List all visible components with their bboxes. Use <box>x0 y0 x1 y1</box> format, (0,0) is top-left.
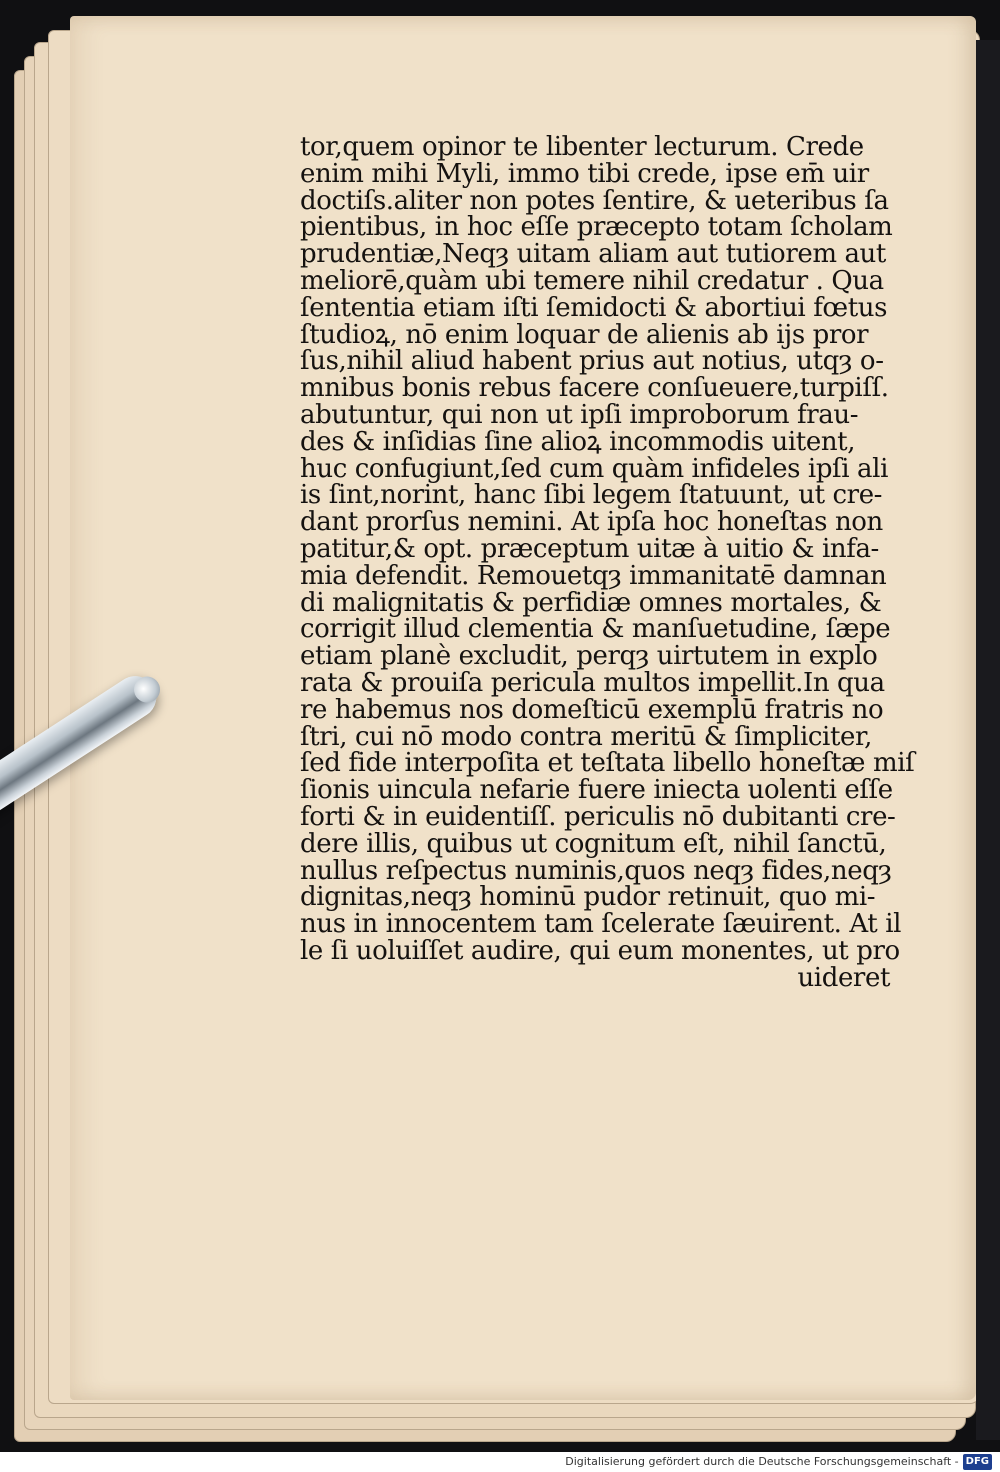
text-line: rata & prouiſa pericula multos impellit.In qua <box>300 667 885 698</box>
text-line: le ſi uoluiſſet audire, qui eum monentes, ut pro <box>300 935 900 966</box>
book-spine-shadow <box>976 40 1000 1440</box>
dfg-logo: DFG <box>963 1454 992 1470</box>
text-line: nullus reſpectus numinis,quos neqȝ fides,neqȝ <box>300 855 892 886</box>
text-line: di malignitatis & perfidiæ omnes mortales, & <box>300 587 882 618</box>
text-line: huc confugiunt,ſed cum quàm infideles ipſi ali <box>300 453 888 484</box>
page-text <box>300 132 915 1154</box>
text-line: forti & in euidentiſſ. periculis nō dubitanti cre- <box>300 801 896 832</box>
text-line: des & inſidias ſine alioꝝ incommodis uitent, <box>300 426 856 457</box>
text-line: ſed fide interpoſita et teſtata libello honeſtæ miſ <box>300 748 915 779</box>
text-line: nus in innocentem tam ſcelerate ſæuirent. At il <box>300 909 902 940</box>
text-line: mia defendit. Remouetqȝ immanitatē damnan <box>300 560 887 591</box>
scan-footer <box>0 1452 1000 1472</box>
text-line: re habemus nos domeſticū exemplū fratris no <box>300 694 884 725</box>
digitization-credit: Digitalisierung gefördert durch die Deutsche Forschungsgemeinschaft - <box>565 1455 959 1468</box>
text-line: pientibus, in hoc eſſe præcepto totam ſcholam <box>300 212 893 243</box>
catchword: uideret <box>797 962 890 993</box>
text-line: patitur,& opt. præceptum uitæ à uitio & infa- <box>300 533 879 564</box>
text-line: dere illis, quibus ut cognitum eſt, nihil ſanctū, <box>300 828 887 859</box>
text-line: ſus,nihil aliud habent prius aut notius, utqȝ o- <box>300 346 884 377</box>
text-line: meliorē,quàm ubi temere nihil credatur . Qua <box>300 265 884 296</box>
text-line: corrigit illud clementia & manſuetudine, ſæpe <box>300 614 891 645</box>
text-line: dant prorſus nemini. At ipſa hoc honeſtas non <box>300 507 883 538</box>
text-line: is ſint,norint, hanc ſibi legem ſtatuunt, ut cre- <box>300 480 883 511</box>
text-line: abutuntur, qui non ut ipſi improborum frau- <box>300 399 859 430</box>
text-line: ſententia etiam iſti ſemidocti & abortiui fœtus <box>300 292 888 323</box>
text-line: ſtri, cui nō modo contra meritū & ſimpliciter, <box>300 721 873 752</box>
text-line: tor,quem opinor te libenter lecturum. Crede <box>300 132 864 162</box>
text-line: ſtudioꝝ, nō enim loquar de alienis ab ijs pror <box>300 319 869 350</box>
text-line: mnibus bonis rebus facere conſueuere,turpiſſ. <box>300 373 889 404</box>
text-line: doctiſs.aliter non potes ſentire, & ueteribus ſa <box>300 185 889 216</box>
text-line: prudentiæ,Neqȝ uitam aliam aut tutiorem aut <box>300 239 886 270</box>
text-line: enim mihi Myli, immo tibi crede, ipse em̄ uir <box>300 158 869 189</box>
text-line: dignitas,neqȝ hominū pudor retinuit, quo mi- <box>300 882 876 913</box>
text-line: ſionis uincula nefarie fuere iniecta uolenti eſſe <box>300 775 893 806</box>
text-line: etiam planè excludit, perqȝ uirtutem in explo <box>300 641 878 672</box>
